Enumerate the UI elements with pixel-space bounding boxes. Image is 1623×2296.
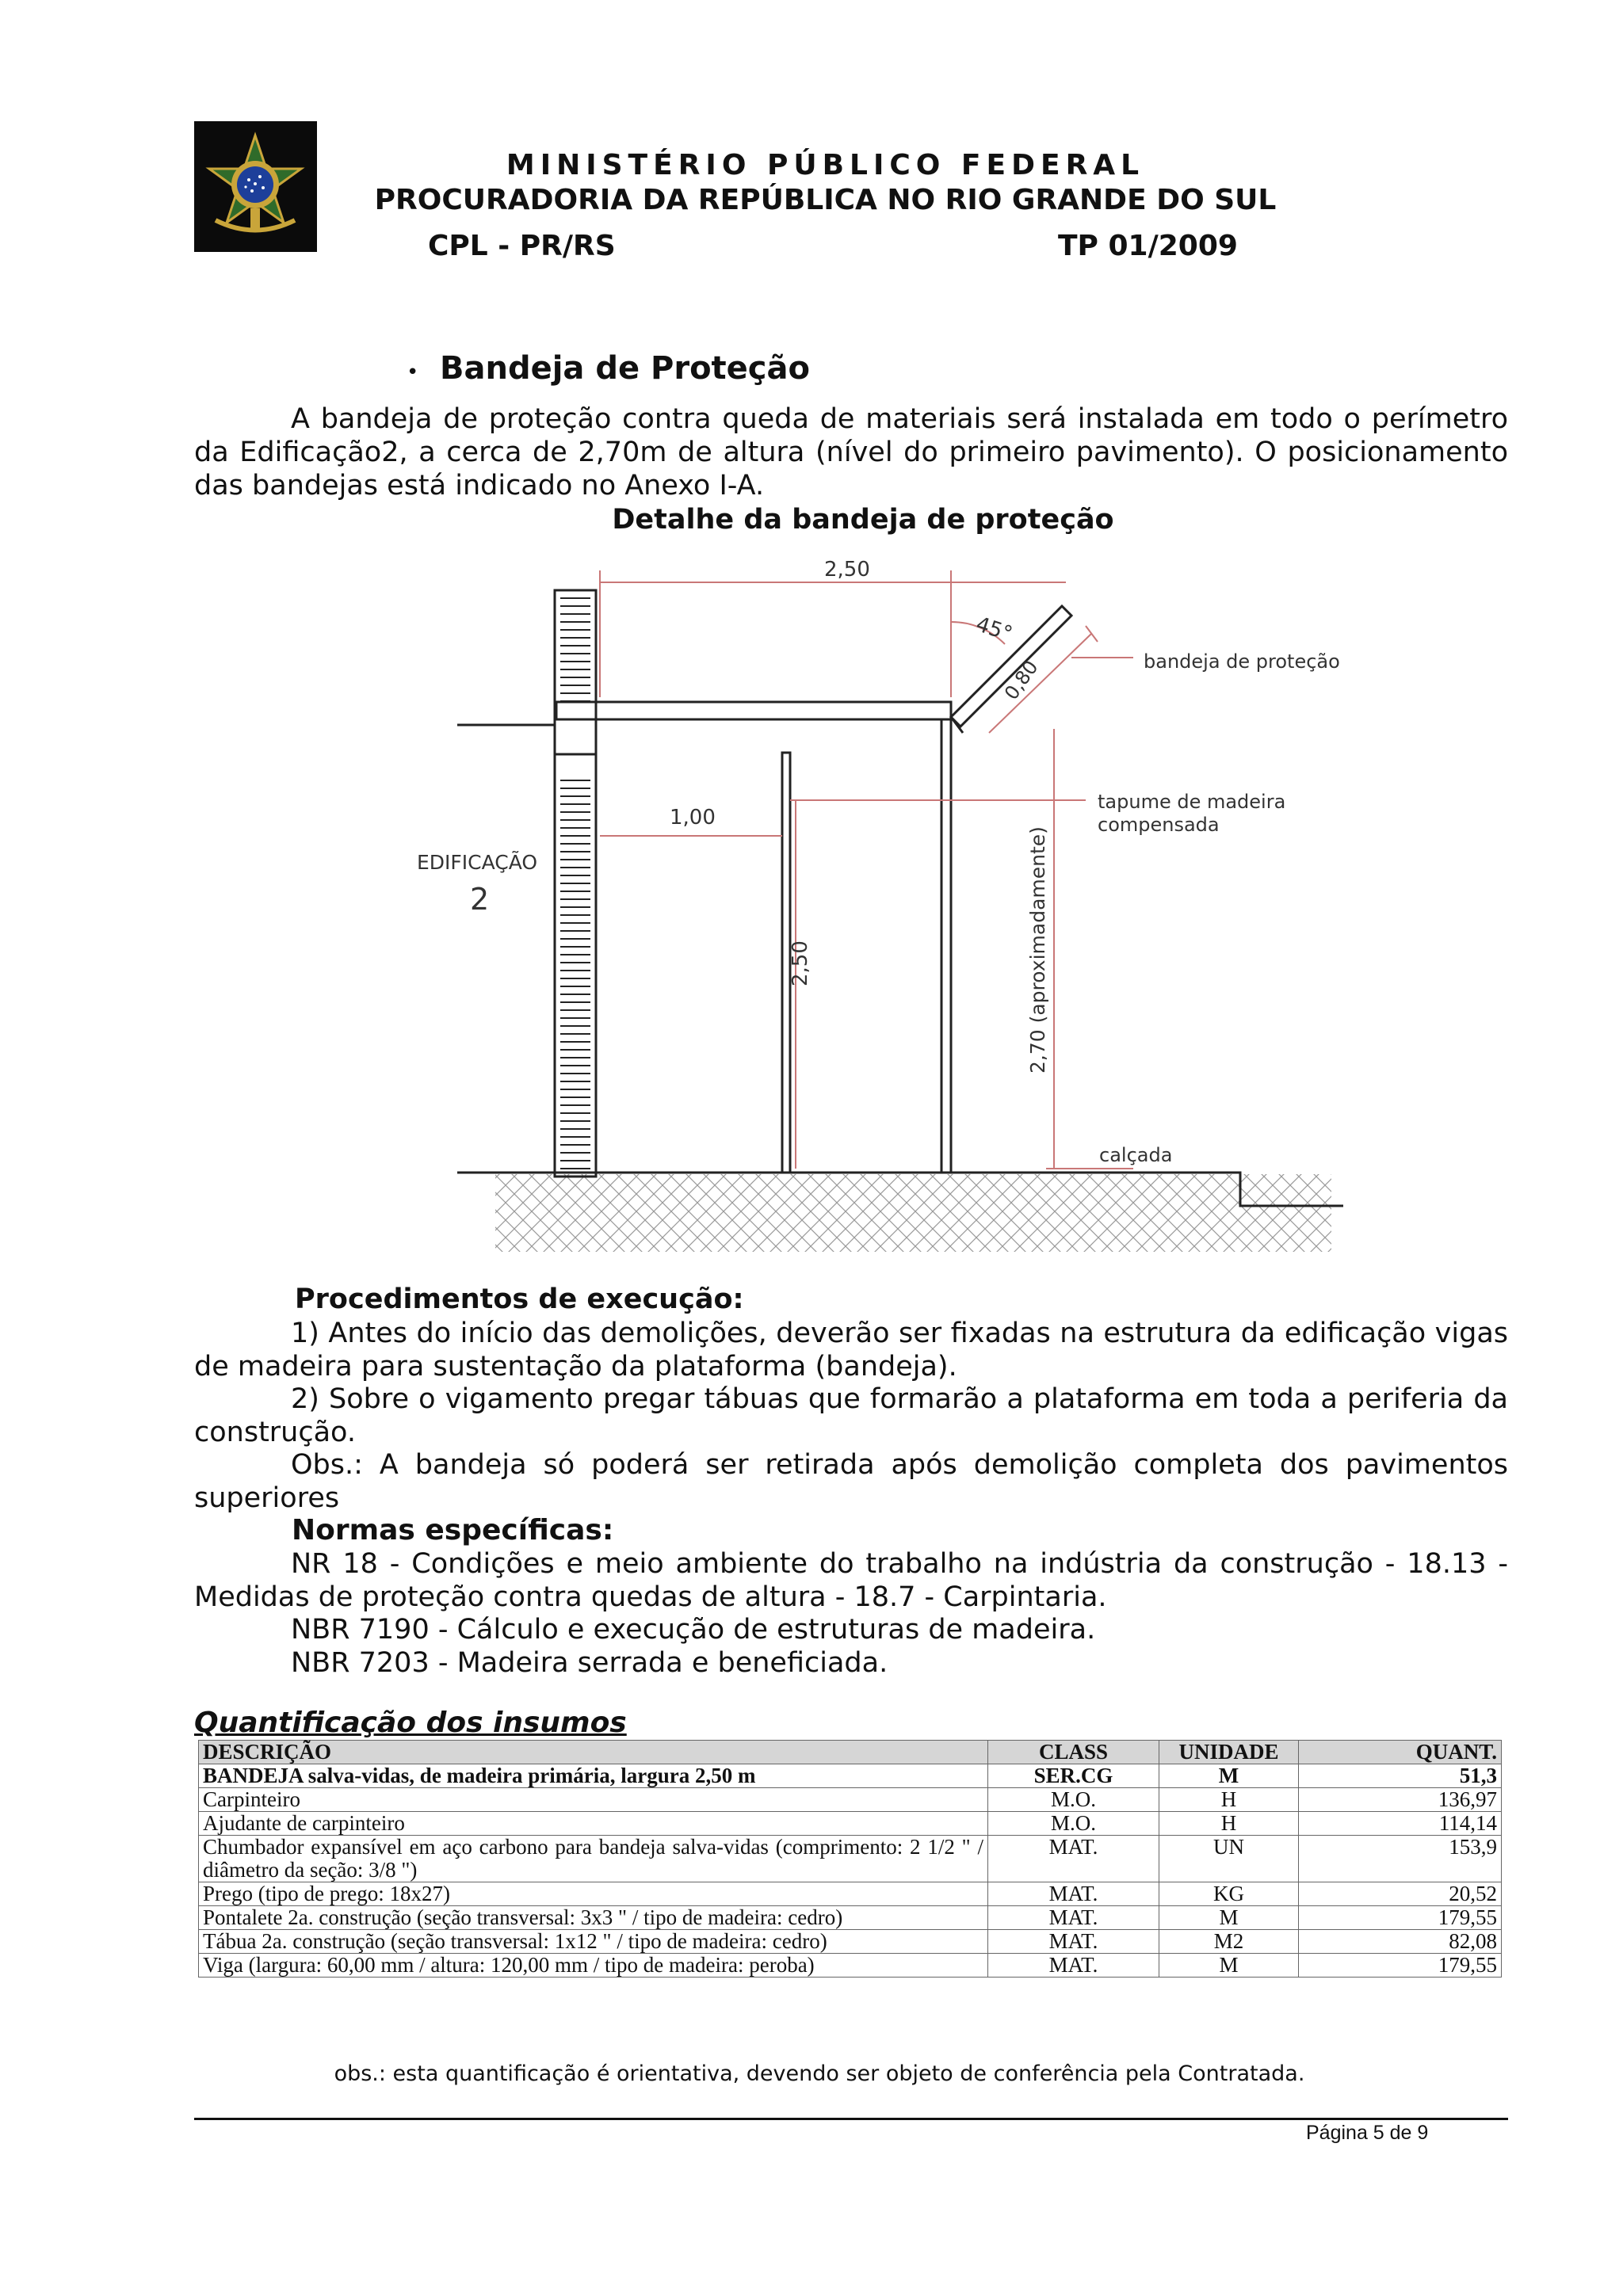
tray-label: bandeja de proteção [1144,650,1340,673]
distance-label: 1,00 [670,806,716,830]
procedures-title: Procedimentos de execução: [295,1283,744,1315]
quantification-note: obs.: esta quantificação é orientativa, devendo ser objeto de conferência pela Contratada. [334,2061,1305,2086]
fence-label-1: tapume de madeira [1098,791,1286,813]
row-unit: H [1159,1788,1299,1812]
row-description: Chumbador expansível em aço carbono para bandeja salva-vidas (comprimento: 2 1/2 " / diâmetro da seção: 3/8 ") [199,1836,988,1882]
inputs-table [198,1740,1502,1978]
row-quantity: 114,14 [1299,1812,1502,1836]
institution-subtitle: PROCURADORIA DA REPÚBLICA NO RIO GRANDE DO SUL [374,184,1277,216]
row-quantity: 136,97 [1299,1788,1502,1812]
table-row [199,1788,1502,1812]
row-unit: M [1159,1906,1299,1930]
procedure-step-2: 2) Sobre o vigamento pregar tábuas que formarão a plataforma em toda a periferia da construção. [194,1383,1508,1448]
row-quantity: 82,08 [1299,1930,1502,1954]
row-description: Tábua 2a. construção (seção transversal: 1x12 " / tipo de madeira: cedro) [199,1930,988,1954]
bullet-icon: • [407,360,419,384]
row-quantity: 20,52 [1299,1882,1502,1906]
table-row [199,1954,1502,1978]
figure-title: Detalhe da bandeja de proteção [612,504,1114,536]
footer-divider [194,2118,1508,2120]
table-row [199,1836,1502,1882]
table-row [199,1930,1502,1954]
row-description: Carpinteiro [199,1788,988,1812]
norm-nbr7203: NBR 7203 - Madeira serrada e beneficiada. [291,1647,888,1679]
norm-nbr7190: NBR 7190 - Cálculo e execução de estruturas de madeira. [291,1614,1096,1646]
header-unit: UNIDADE [1159,1741,1299,1764]
tray-length-label: 0,80 [999,656,1043,704]
page-number: Página 5 de 9 [1306,2122,1429,2144]
row-unit: H [1159,1812,1299,1836]
fence-label-2: compensada [1098,814,1220,836]
table-row [199,1906,1502,1930]
row-quantity: 179,55 [1299,1906,1502,1930]
document-code-right: TP 01/2009 [1058,230,1238,262]
row-class: MAT. [988,1906,1159,1930]
level-height-label: 2,70 (aproximadamente) [1026,826,1049,1074]
row-class: MAT. [988,1836,1159,1882]
width-label: 2,50 [824,558,870,582]
row-unit: M2 [1159,1930,1299,1954]
quantification-title: Quantificação dos insumos [194,1707,627,1739]
row-quantity: 51,3 [1299,1764,1502,1788]
institution-name: MINISTÉRIO PÚBLICO FEDERAL [506,149,1145,181]
row-description: Viga (largura: 60,00 mm / altura: 120,00 mm / tipo de madeira: peroba) [199,1954,988,1978]
header-class: CLASS [988,1741,1159,1764]
row-unit: KG [1159,1882,1299,1906]
document-code-left: CPL - PR/RS [428,230,616,262]
row-description: Ajudante de carpinteiro [199,1812,988,1836]
section-paragraph: A bandeja de proteção contra queda de materiais será instalada em todo o perímetro da Edificação2, a cerca de 2,70m de altura (nível do primeiro pavimento). O posicionamento das bandejas está indicado no Anexo I-A. [194,403,1508,502]
fence-height-label: 2,50 [789,940,812,986]
row-class: M.O. [988,1788,1159,1812]
norm-nr18: NR 18 - Condições e meio ambiente do trabalho na indústria da construção - 18.13 - Medidas de proteção contra quedas de altura - 18.7 - Carpintaria. [194,1548,1508,1613]
table-header-row [199,1741,1502,1764]
row-description: BANDEJA salva-vidas, de madeira primária, largura 2,50 m [199,1764,988,1788]
row-class: MAT. [988,1930,1159,1954]
table-row [199,1764,1502,1788]
row-unit: M [1159,1764,1299,1788]
protection-tray-diagram [412,547,1355,1260]
row-description: Pontalete 2a. construção (seção transversal: 3x3 " / tipo de madeira: cedro) [199,1906,988,1930]
table-row [199,1812,1502,1836]
row-description: Prego (tipo de prego: 18x27) [199,1882,988,1906]
row-unit: UN [1159,1836,1299,1882]
sidewalk-label: calçada [1099,1144,1173,1166]
building-number: 2 [470,882,490,917]
row-class: MAT. [988,1882,1159,1906]
row-unit: M [1159,1954,1299,1978]
procedure-step-1: 1) Antes do início das demolições, deverão ser fixadas na estrutura da edificação vigas de madeira para sustentação da plataforma (bandeja). [194,1318,1508,1383]
table-row [199,1882,1502,1906]
row-class: MAT. [988,1954,1159,1978]
row-class: SER.CG [988,1764,1159,1788]
row-quantity: 179,55 [1299,1954,1502,1978]
row-class: M.O. [988,1812,1159,1836]
procedure-note: Obs.: A bandeja só poderá ser retirada após demolição completa dos pavimentos superiores [194,1449,1508,1514]
header-description: DESCRIÇÃO [199,1741,988,1764]
header-quantity: QUANT. [1299,1741,1502,1764]
building-label: EDIFICAÇÃO [417,851,538,874]
angle-label: 45° [972,612,1015,646]
section-title: Bandeja de Proteção [440,350,810,387]
row-quantity: 153,9 [1299,1836,1502,1882]
norms-title: Normas específicas: [292,1514,614,1547]
